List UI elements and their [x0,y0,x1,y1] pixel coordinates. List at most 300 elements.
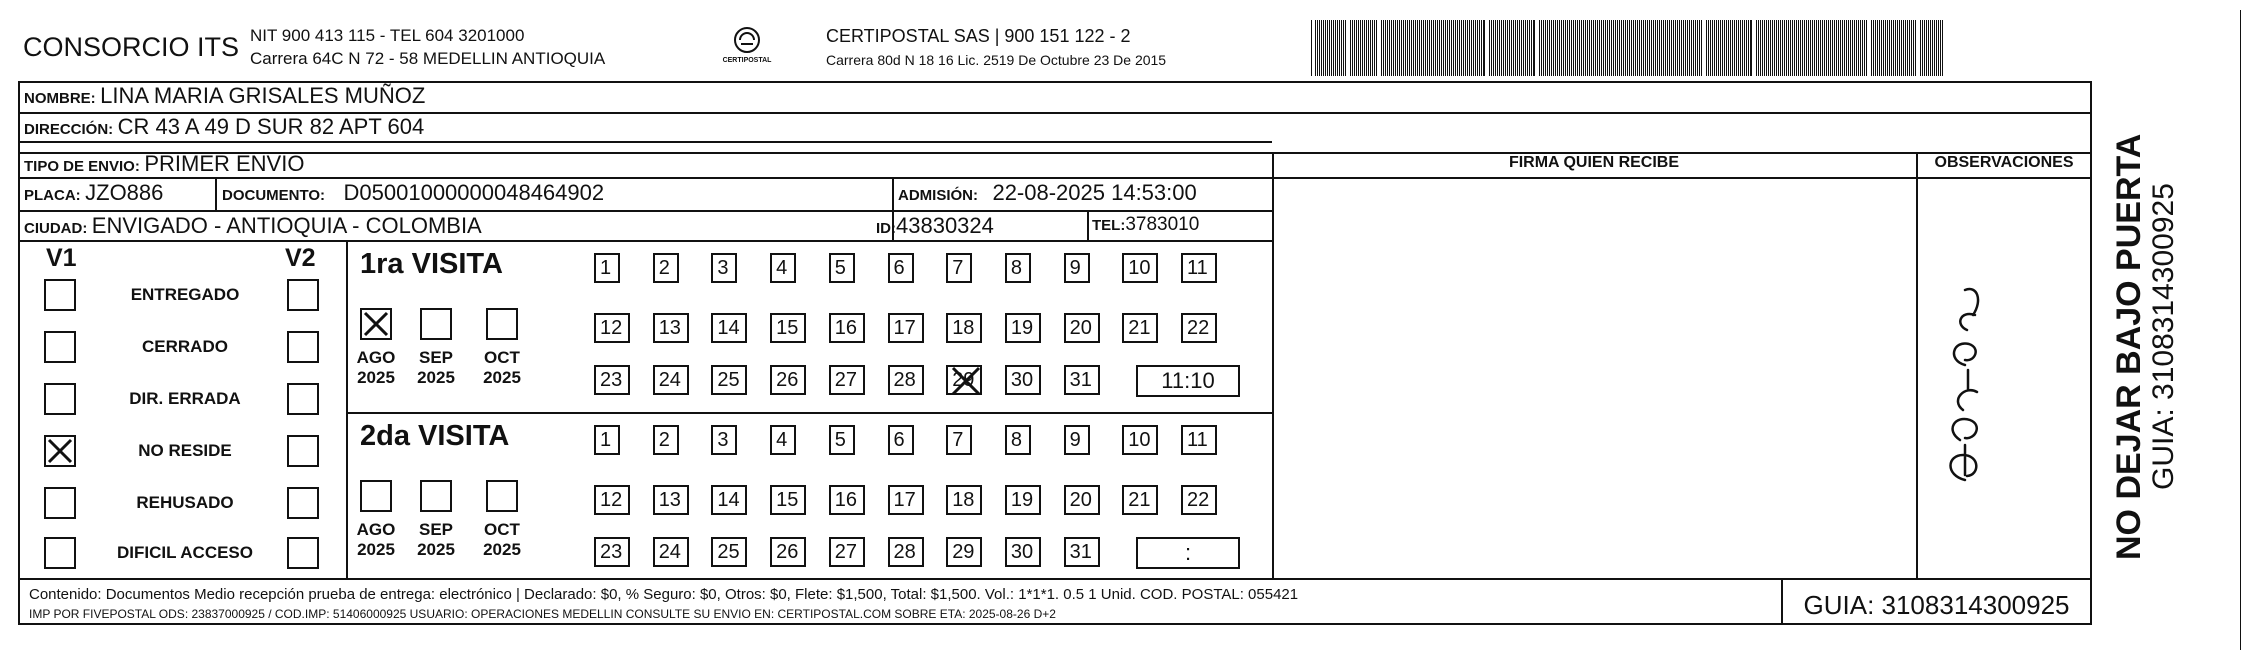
day-box[interactable]: 16 [829,485,865,515]
day-box[interactable]: 6 [888,253,914,283]
side-warning: NO DEJAR BAJO PUERTA [2110,133,2148,560]
month-label [351,348,401,388]
v2-checkbox[interactable] [287,279,319,311]
city-value: ENVIGADO - ANTIOQUIA - COLOMBIA [91,213,482,238]
barcode-bar [1437,20,1438,76]
barcode-bar [1343,20,1344,76]
plate-field [24,180,163,206]
day-box[interactable]: 1 [594,253,620,283]
barcode-bar [1551,20,1552,76]
barcode-bar [1395,20,1396,76]
month-name: SEP [418,520,454,539]
barcode-bar [1319,20,1320,76]
day-number: 29 [952,369,975,391]
barcode-bar [1760,20,1761,76]
barcode-bar [1457,20,1458,76]
barcode-bar [1337,20,1338,76]
day-box[interactable]: 26 [770,537,806,567]
barcode-bar [1499,20,1500,76]
barcode-bar [1699,20,1700,76]
barcode-bar [1915,20,1916,76]
barcode-bar [1744,20,1745,76]
barcode-bar [1617,20,1618,76]
barcode-bar [1547,20,1548,76]
barcode-bar [1838,20,1839,76]
day-box[interactable]: 17 [888,485,924,515]
barcode-bar [1922,20,1923,76]
barcode-bar [1881,20,1882,76]
barcode-bar [1633,20,1634,76]
barcode-bar [1615,20,1616,76]
barcode-bar [1601,20,1602,76]
day-box[interactable]: 22 [1181,313,1217,343]
barcode-bar [1621,20,1622,76]
carrier-name: CERTIPOSTAL SAS | 900 151 122 - 2 [826,26,1131,46]
barcode-bar [1605,20,1606,76]
barcode-bar [1577,20,1578,76]
month-checkbox[interactable] [486,480,518,512]
barcode-bar [1607,20,1608,76]
barcode-bar [1728,20,1729,76]
barcode-bar [1691,20,1692,76]
barcode-bar [1419,20,1420,76]
day-box[interactable]: 12 [594,313,630,343]
barcode-bar [1930,20,1931,76]
barcode-bar [1461,20,1462,76]
barcode-bar [1597,20,1598,76]
barcode-bar [1413,20,1414,76]
company-address: Carrera 64C N 72 - 58 MEDELLIN ANTIOQUIA [250,49,606,68]
barcode-bar [1557,20,1558,76]
barcode-bar [1475,20,1476,76]
month-checkbox[interactable] [360,480,392,512]
barcode-bar [1934,20,1935,76]
barcode-bar [1708,20,1709,76]
barcode-bar [1770,20,1771,76]
barcode-bar [1936,20,1937,76]
day-box[interactable]: 16 [829,313,865,343]
barcode-bar [1511,20,1512,76]
barcode-bar [1465,20,1466,76]
day-box[interactable]: 13 [653,313,689,343]
barcode-bar [1323,20,1324,76]
barcode-bar [1774,20,1775,76]
city-field [24,213,482,239]
v2-header: V2 [285,244,316,272]
barcode-bar [1720,20,1721,76]
barcode-bar [1553,20,1554,76]
barcode-bar [1603,20,1604,76]
month-checkbox[interactable] [486,308,518,340]
day-box[interactable]: 8 [1005,425,1031,455]
month-label [477,348,527,388]
barcode-bar [1844,20,1845,76]
month-checkbox-checked[interactable] [360,308,392,340]
barcode-bar [1724,20,1725,76]
barcode-bar [1541,20,1542,76]
barcode-bar [1641,20,1642,76]
visit-title: 2da VISITA [360,420,510,452]
barcode-bar [1848,20,1849,76]
day-box[interactable]: 28 [888,537,924,567]
barcode-bar [1391,20,1392,76]
barcode-bar [1907,20,1908,76]
day-box[interactable]: 29 [946,537,982,567]
barcode-bar [1435,20,1436,76]
barcode-bar [1549,20,1550,76]
barcode-bar [1431,20,1432,76]
barcode-bar [1856,20,1857,76]
barcode-bar [1812,20,1813,76]
v2-checkbox[interactable] [287,383,319,415]
barcode-bar [1677,20,1678,76]
barcode-bar [1405,20,1406,76]
day-box[interactable]: 19 [1005,313,1041,343]
barcode-bar [1439,20,1440,76]
status-option-label: ENTREGADO [130,285,240,304]
barcode-bar [1571,20,1572,76]
barcode-bar [1467,20,1468,76]
barcode-bar [1768,20,1769,76]
barcode-bar [1866,20,1867,76]
recipient-address: CR 43 A 49 D SUR 82 APT 604 [117,114,425,139]
barcode-bar [1423,20,1424,76]
barcode-bar [1411,20,1412,76]
barcode-bar [1331,20,1332,76]
barcode-bar [1643,20,1644,76]
shipment-type: PRIMER ENVIO [144,151,305,176]
barcode-bar [1710,20,1711,76]
barcode-bar [1913,20,1914,76]
barcode-bar [1317,20,1318,76]
barcode-bar [1911,20,1912,76]
day-box[interactable]: 27 [829,365,865,395]
barcode-bar [1389,20,1390,76]
barcode-bar [1523,20,1524,76]
barcode-bar [1875,20,1876,76]
day-box[interactable]: 8 [1005,253,1031,283]
day-box[interactable]: 11 [1181,425,1217,455]
barcode-bar [1599,20,1600,76]
v2-checkbox[interactable] [287,331,319,363]
barcode-bar [1463,20,1464,76]
day-box-marked[interactable] [946,365,982,395]
barcode-bar [1748,20,1749,76]
barcode-bar [1383,20,1384,76]
barcode-bar [1885,20,1886,76]
day-box[interactable]: 18 [946,313,982,343]
barcode-bar [1663,20,1664,76]
city-label: CIUDAD: [24,220,88,237]
barcode-bar [1932,20,1933,76]
v1-checkbox[interactable] [44,331,76,363]
day-box[interactable]: 24 [653,365,689,395]
barcode-bar [1625,20,1626,76]
barcode-bar [1714,20,1715,76]
barcode-bar [1891,20,1892,76]
barcode-bar [1354,20,1355,76]
v2-checkbox[interactable] [287,537,319,569]
day-box[interactable]: 6 [888,425,914,455]
barcode-bar [1481,20,1482,76]
barcode-bar [1782,20,1783,76]
barcode-bar [1517,20,1518,76]
day-box[interactable]: 4 [770,253,796,283]
visit-title: 1ra VISITA [360,248,503,280]
barcode-bar [1507,20,1508,76]
day-box[interactable]: 31 [1064,537,1100,567]
id-value: 43830324 [896,213,994,238]
id-label: ID: [876,220,896,237]
barcode-bar [1565,20,1566,76]
barcode-bar [1924,20,1925,76]
day-box[interactable]: 14 [711,313,747,343]
day-box[interactable]: 20 [1064,485,1100,515]
barcode-bar [1895,20,1896,76]
barcode-bar [1756,20,1757,76]
day-box[interactable]: 17 [888,313,924,343]
barcode-bar [1529,20,1530,76]
barcode-bar [1792,20,1793,76]
footer-contents: Contenido: Documentos Medio recepción prueba de entrega: electrónico | Declarado: $0, % Seguro: $0, Otros: $0, Flete: $1,500, Total: $1,500. Vol.: 1*1*1. 0.5 1 Unid. COD. POSTAL: 055421 [29,586,1299,603]
barcode-bar [1883,20,1884,76]
status-option-label: DIFICIL ACCESO [116,543,253,562]
v1-header: V1 [46,244,77,272]
barcode-bar [1832,20,1833,76]
day-box[interactable]: 23 [594,537,630,567]
barcode-bar [1583,20,1584,76]
barcode-bar [1786,20,1787,76]
day-box[interactable]: 4 [770,425,796,455]
month-year: 2025 [483,540,521,559]
day-box[interactable]: 3 [711,253,737,283]
barcode-bar [1706,20,1707,76]
v1-checkbox[interactable] [44,537,76,569]
barcode-bar [1740,20,1741,76]
barcode-bar [1926,20,1927,76]
day-box[interactable]: 30 [1005,365,1041,395]
barcode-bar [1738,20,1739,76]
day-box[interactable]: 14 [711,485,747,515]
barcode-bar [1665,20,1666,76]
day-box[interactable]: 22 [1181,485,1217,515]
month-name: AGO [356,520,396,539]
barcode-bar [1451,20,1452,76]
barcode-bar [1780,20,1781,76]
visit-time-box[interactable]: : [1136,537,1240,569]
month-checkbox[interactable] [420,480,452,512]
v2-checkbox[interactable] [287,435,319,467]
barcode-bar [1718,20,1719,76]
v1-checkbox[interactable] [44,383,76,415]
observation-handwriting [1935,270,2005,500]
barcode-bar [1575,20,1576,76]
certipostal-logo [707,24,787,72]
barcode-bar [1818,20,1819,76]
day-box[interactable]: 21 [1122,485,1158,515]
barcode-bar [1871,20,1872,76]
day-box[interactable]: 7 [946,425,972,455]
month-year: 2025 [357,368,395,387]
address-label: DIRECCIÓN: [24,121,114,138]
address-row [24,114,424,140]
day-box[interactable]: 30 [1005,537,1041,567]
v1-checkbox[interactable] [44,487,76,519]
barcode-bar [1445,20,1446,76]
day-box[interactable]: 31 [1064,365,1100,395]
barcode-bar [1358,20,1359,76]
visit-time-box[interactable]: 11:10 [1136,365,1240,397]
barcode-bar [1629,20,1630,76]
barcode-bar [1356,20,1357,76]
v1-checkbox[interactable] [44,279,76,311]
month-year: 2025 [417,540,455,559]
barcode-bar [1627,20,1628,76]
barcode-bar [1521,20,1522,76]
company-nit: NIT 900 413 115 - TEL 604 3201000 [250,26,525,45]
day-box[interactable]: 25 [711,537,747,567]
recipient-name: LINA MARIA GRISALES MUÑOZ [100,83,426,108]
day-box[interactable]: 5 [829,425,855,455]
barcode-bar [1675,20,1676,76]
barcode-bar [1742,20,1743,76]
barcode-bar [1501,20,1502,76]
day-box[interactable]: 15 [770,485,806,515]
v1-checkbox-checked[interactable] [44,435,76,467]
barcode-bar [1433,20,1434,76]
barcode-bar [1573,20,1574,76]
barcode-bar [1649,20,1650,76]
barcode-bar [1732,20,1733,76]
day-box[interactable]: 23 [594,365,630,395]
barcode-bar [1515,20,1516,76]
barcode-bar [1852,20,1853,76]
barcode-bar [1567,20,1568,76]
barcode-bar [1495,20,1496,76]
day-box[interactable]: 15 [770,313,806,343]
day-box[interactable]: 3 [711,425,737,455]
barcode-bar [1595,20,1596,76]
day-box[interactable]: 28 [888,365,924,395]
day-box[interactable]: 11 [1181,253,1217,283]
barcode-bar [1403,20,1404,76]
day-box[interactable]: 5 [829,253,855,283]
barcode-bar [1368,20,1369,76]
day-box[interactable]: 2 [653,253,679,283]
day-box[interactable]: 19 [1005,485,1041,515]
barcode-bar [1539,20,1540,76]
barcode-bar [1385,20,1386,76]
barcode-bar [1877,20,1878,76]
barcode-bar [1543,20,1544,76]
barcode-bar [1816,20,1817,76]
barcode-bar [1579,20,1580,76]
barcode-bar [1333,20,1334,76]
barcode-bar [1469,20,1470,76]
barcode-bar [1519,20,1520,76]
barcode-bar [1687,20,1688,76]
barcode-bar [1794,20,1795,76]
barcode-bar [1834,20,1835,76]
month-checkbox[interactable] [420,308,452,340]
barcode-bar [1559,20,1560,76]
day-box[interactable]: 18 [946,485,982,515]
day-box[interactable]: 21 [1122,313,1158,343]
barcode-bar [1427,20,1428,76]
barcode-bar [1824,20,1825,76]
barcode-bar [1940,20,1941,76]
barcode-bar [1585,20,1586,76]
barcode-bar [1483,20,1485,76]
barcode-bar [1899,20,1900,76]
month-name: OCT [484,520,520,539]
barcode-bar [1697,20,1698,76]
day-box[interactable]: 9 [1064,253,1090,283]
barcode-bar [1928,20,1929,76]
day-box[interactable]: 10 [1122,425,1158,455]
observations-header: OBSERVACIONES [1934,154,2074,171]
day-box[interactable]: 24 [653,537,689,567]
barcode-bar [1836,20,1837,76]
barcode-bar [1581,20,1582,76]
barcode-bar [1545,20,1546,76]
barcode-bar [1798,20,1799,76]
barcode-bar [1758,20,1759,76]
barcode-bar [1645,20,1646,76]
barcode-bar [1661,20,1662,76]
barcode-bar [1527,20,1528,76]
day-box[interactable]: 13 [653,485,689,515]
barcode-bar [1659,20,1660,76]
day-box[interactable]: 26 [770,365,806,395]
admission-value: 22-08-2025 14:53:00 [992,180,1197,205]
month-name: AGO [356,348,396,367]
barcode-bar [1858,20,1859,76]
day-box[interactable]: 2 [653,425,679,455]
barcode-bar [1766,20,1767,76]
barcode-bar [1505,20,1506,76]
day-box[interactable]: 1 [594,425,620,455]
day-box[interactable]: 27 [829,537,865,567]
barcode-bar [1366,20,1367,76]
barcode-bar [1311,20,1312,76]
barcode-bar [1489,20,1490,76]
month-name: SEP [418,348,454,367]
barcode-bar [1942,20,1943,76]
v2-checkbox[interactable] [287,487,319,519]
day-box[interactable]: 25 [711,365,747,395]
barcode-bar [1808,20,1809,76]
barcode-bar [1376,20,1377,76]
barcode-bar [1750,20,1752,76]
barcode-bar [1826,20,1827,76]
barcode-bar [1497,20,1498,76]
month-label [411,348,461,388]
barcode-bar [1804,20,1805,76]
day-box[interactable]: 9 [1064,425,1090,455]
barcode-bar [1493,20,1494,76]
name-row [24,83,425,109]
day-box[interactable]: 7 [946,253,972,283]
day-box[interactable]: 10 [1122,253,1158,283]
barcode-bar [1873,20,1874,76]
document-value: D05001000000048464902 [343,180,605,205]
barcode-bar [1329,20,1330,76]
barcode-bar [1920,20,1921,76]
day-box[interactable]: 20 [1064,313,1100,343]
barcode-bar [1810,20,1811,76]
day-box[interactable]: 12 [594,485,630,515]
